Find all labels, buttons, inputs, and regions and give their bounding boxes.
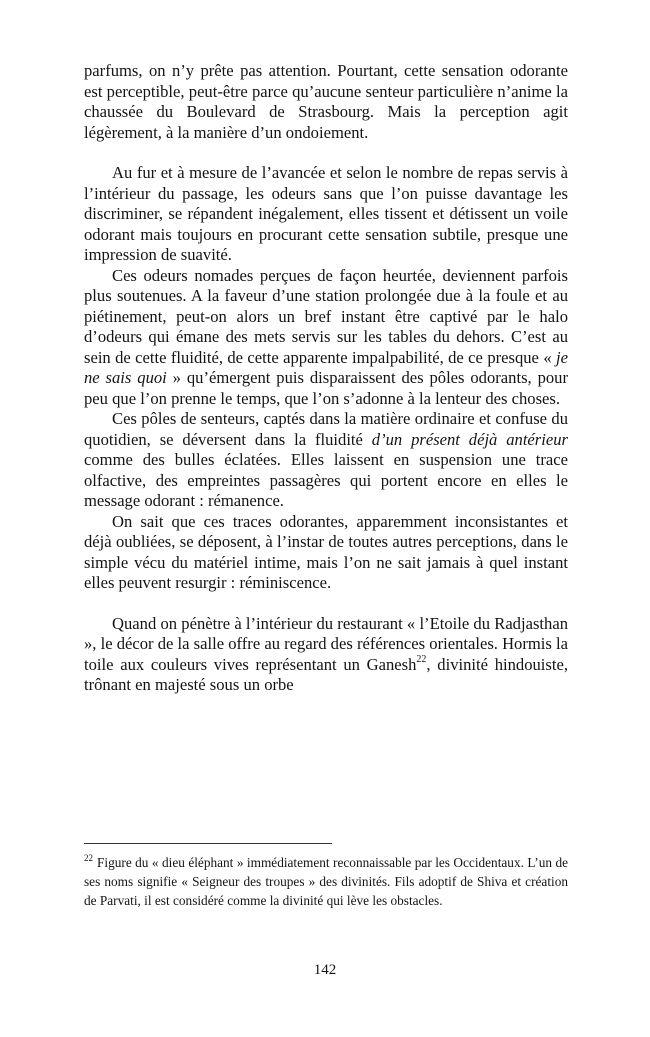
paragraph-6 [84,614,568,696]
footnote [84,853,568,910]
paragraph-text: , divinité hindouiste, trônant en majesté sous un orbe [84,654,568,694]
body-text [84,61,568,696]
paragraph-text: » qu’émergent puis disparaissent des pôles odorants, pour peu que l’on prenne le temps, que l’on s’adonne à la lenteur des choses. [84,368,568,408]
paragraph-text: Ces pôles de senteurs, captés dans la matière ordinaire et confuse du quotidien, se déversent dans la fluidité [84,409,568,449]
paragraph-2 [84,163,568,266]
paragraph-5 [84,512,568,594]
italic-phrase: d’un présent déjà antérieur [371,429,568,449]
paragraph-text: On sait que ces traces odorantes, apparemment inconsistantes et déjà oubliées, se déposent, à l’instar de toutes autres perceptions, dans le simple vécu du matériel intime, mais l’on ne sait jamais à quel instant elles peuvent resurgir : réminiscence. [84,511,568,592]
italic-phrase: je ne sais quoi [84,347,568,387]
paragraph-1 [84,61,568,143]
page-number: 142 [313,962,337,978]
paragraph-text: Ces odeurs nomades perçues de façon heurtée, deviennent parfois plus soutenues. A la faveur d’une station prolongée due à la foule et au piétinement, peut-on alors un bref instant être captivé par le halo d’odeurs qui émane des mets servis sur les tables du dehors. C’est au sein de cette fluidité, de cette apparente impalpabilité, de ce presque « [84,265,568,367]
paragraph-text: comme des bulles éclatées. Elles laissent en suspension une trace olfactive, des empreintes passagères qui portent encore en elles le message odorant : rémanence. [84,450,568,510]
paragraph-3 [84,266,568,410]
paragraph-text: Au fur et à mesure de l’avancée et selon le nombre de repas servis à l’intérieur du passage, les odeurs sans que l’on puisse davantage les discriminer, se répandent inégalement, elles tissent et détissent un voile odorant mais toujours en procurant cette sensation subtile, presque une impression de suavité. [84,163,568,264]
paragraph-text: Quand on pénètre à l’intérieur du restaurant « l’Etoile du Radjasthan », le décor de la salle offre au regard des références orientales. Hormis la toile aux couleurs vives représentant un Ganesh [84,613,568,674]
paragraph-4 [84,409,568,512]
footnote-divider [84,843,332,844]
paragraph-text: parfums, on n’y prête pas attention. Pourtant, cette sensation odorante est perceptible, peut-être parce qu’aucune senteur particulière n’anime la chaussée du Boulevard de Strasbourg. Mais la perception agit légèrement, à la manière d’un ondoiement. [84,61,568,142]
footnote-number: 22 [84,852,93,863]
footnote-text: Figure du « dieu éléphant » immédiatement reconnaissable par les Occidentaux. L’un de ses noms signifie « Seigneur des troupes » des divinités. Fils adoptif de Shiva et création de Parvati, il est considéré comme la divinité qui lève les obstacles. [84,855,568,908]
footnote-reference: 22 [416,653,427,665]
